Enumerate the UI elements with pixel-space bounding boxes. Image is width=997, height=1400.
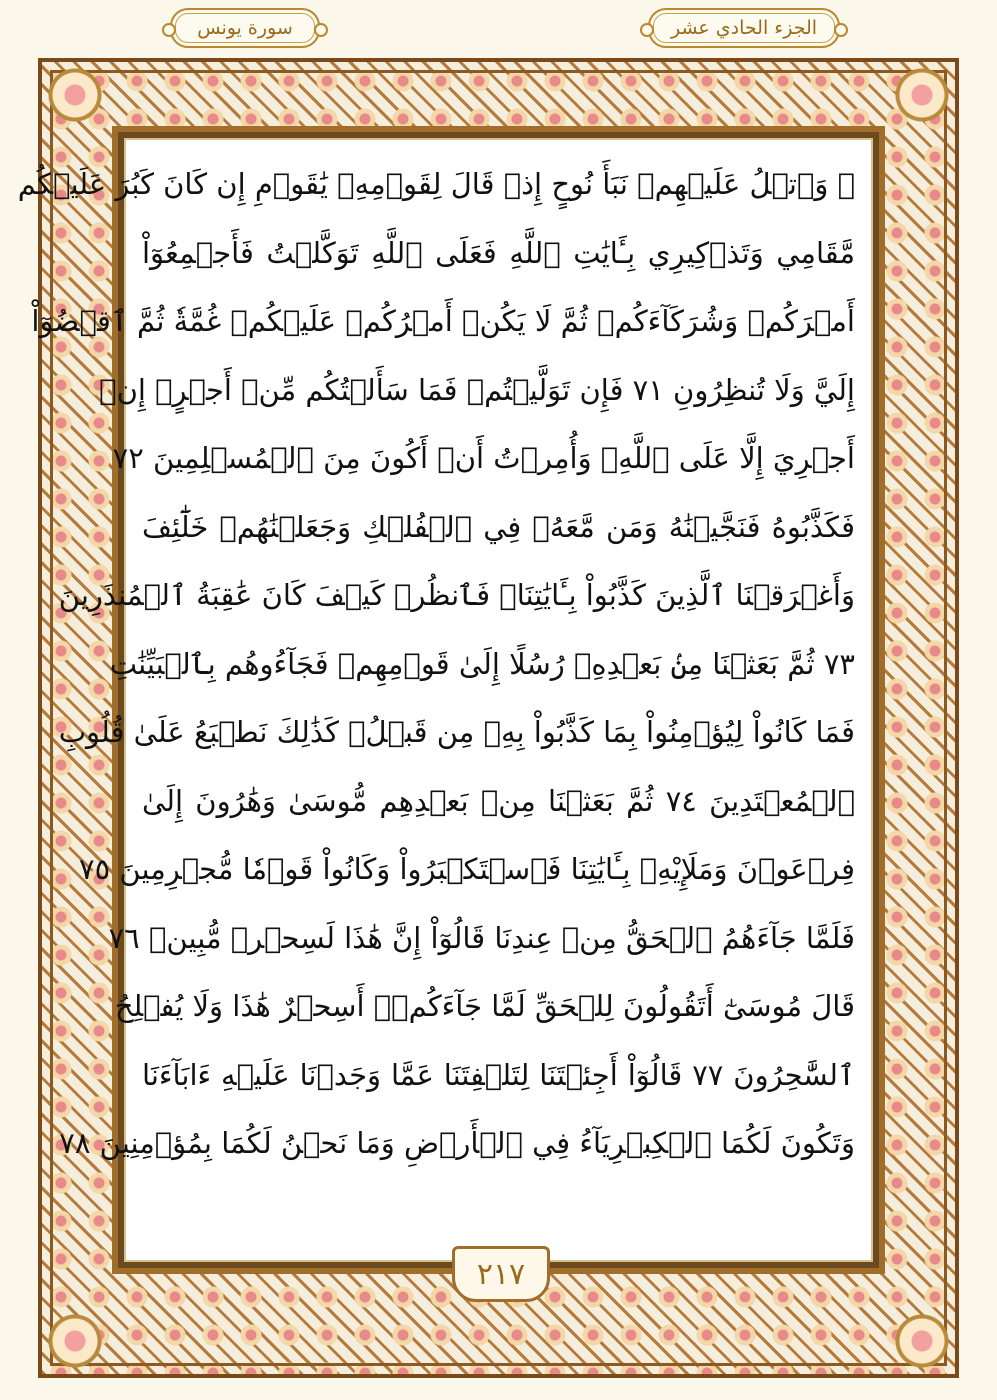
cartouche-knob [640,23,654,37]
text-line: ٧٣ ثُمَّ بَعَثۡنَا مِنۢ بَعۡدِهِۦ رُسُلًا إِلَىٰ قَوۡمِهِمۡ فَجَآءُوهُم بِٱلۡبَيِّنَٰتِ [109,646,855,681]
text-line: ۞ وَٱتۡلُ عَلَيۡهِمۡ نَبَأَ نُوحٍ إِذۡ قَالَ لِقَوۡمِهِۦ يَٰقَوۡمِ إِن كَانَ كَبُرَ عَلَيۡكُم [17,167,855,201]
surah-name: سورة يونس [197,17,293,39]
cartouche-knob [162,23,176,37]
quran-text [17,150,873,1250]
surah-name-cartouche [170,8,320,48]
text-line: وَتَكُونَ لَكُمَا ٱلۡكِبۡرِيَآءُ فِي ٱلۡأَرۡضِ وَمَا نَحۡنُ لَكُمَا بِمُؤۡمِنِينَ ٧٨ [59,1126,855,1160]
text-line: أَمۡرَكُمۡ وَشُرَكَآءَكُمۡ ثُمَّ لَا يَكُنۡ أَمۡرُكُمۡ عَلَيۡكُمۡ غُمَّةٗ ثُمَّ ٱقۡضُوٓاْ [31,304,855,338]
page-number: ٢١٧ [452,1246,550,1302]
juz-name: الجزء الحادي عشر [670,17,818,39]
text-line: فِرۡعَوۡنَ وَمَلَإِيْهِۦ بِـَٔايَٰتِنَا فَٱسۡتَكۡبَرُواْ وَكَانُواْ قَوۡمٗا مُّجۡرِمِينَ ٧٥ [79,852,855,886]
text-line: فَمَا كَانُواْ لِيُؤۡمِنُواْ بِمَا كَذَّبُواْ بِهِۦ مِن قَبۡلُۚ كَذَٰلِكَ نَطۡبَعُ عَلَىٰ قُلُوبِ [58,715,855,749]
text-line: مَّقَامِي وَتَذۡكِيرِي بِـَٔايَٰتِ ٱللَّهِ فَعَلَى ٱللَّهِ تَوَكَّلۡتُ فَأَجۡمِعُوٓاْ [142,235,855,270]
cartouche-knob [834,23,848,37]
text-line: قَالَ مُوسَىٰٓ أَتَقُولُونَ لِلۡحَقِّ لَمَّا جَآءَكُمۡۖ أَسِحۡرٌ هَٰذَا وَلَا يُفۡلِحُ [114,989,855,1023]
cartouche-knob [314,23,328,37]
corner-ornament-icon [887,60,957,130]
text-line: أَجۡرِيَ إِلَّا عَلَى ٱللَّهِۖ وَأُمِرۡتُ أَنۡ أَكُونَ مِنَ ٱلۡمُسۡلِمِينَ ٧٢ [112,441,855,475]
text-line: ٱلۡمُعۡتَدِينَ ٧٤ ثُمَّ بَعَثۡنَا مِنۢ بَعۡدِهِم مُّوسَىٰ وَهَٰرُونَ إِلَىٰ [142,783,855,818]
text-line: ٱلسَّٰحِرُونَ ٧٧ قَالُوٓاْ أَجِئۡتَنَا لِتَلۡفِتَنَا عَمَّا وَجَدۡنَا عَلَيۡهِ ءَابَآءَنَا [142,1057,855,1092]
corner-ornament-icon [887,1306,957,1376]
text-line: إِلَيَّ وَلَا تُنظِرُونِ ٧١ فَإِن تَوَلَّيۡتُمۡ فَمَا سَأَلۡتُكُم مِّنۡ أَجۡرٍۖ إِنۡ [99,372,855,407]
corner-ornament-icon [40,1306,110,1376]
text-line: فَلَمَّا جَآءَهُمُ ٱلۡحَقُّ مِنۡ عِندِنَا قَالُوٓاْ إِنَّ هَٰذَا لَسِحۡرٞ مُّبِينٞ ٧٦ [108,920,855,955]
text-line: وَأَغۡرَقۡنَا ٱلَّذِينَ كَذَّبُواْ بِـَٔايَٰتِنَاۖ فَٱنظُرۡ كَيۡفَ كَانَ عَٰقِبَةُ ٱلۡمُنذَرِينَ [58,578,855,612]
juz-name-cartouche [648,8,840,48]
text-line: فَكَذَّبُوهُ فَنَجَّيۡنَٰهُ وَمَن مَّعَهُۥ فِي ٱلۡفُلۡكِ وَجَعَلۡنَٰهُمۡ خَلَٰٓئِفَ [142,509,855,544]
corner-ornament-icon [40,60,110,130]
